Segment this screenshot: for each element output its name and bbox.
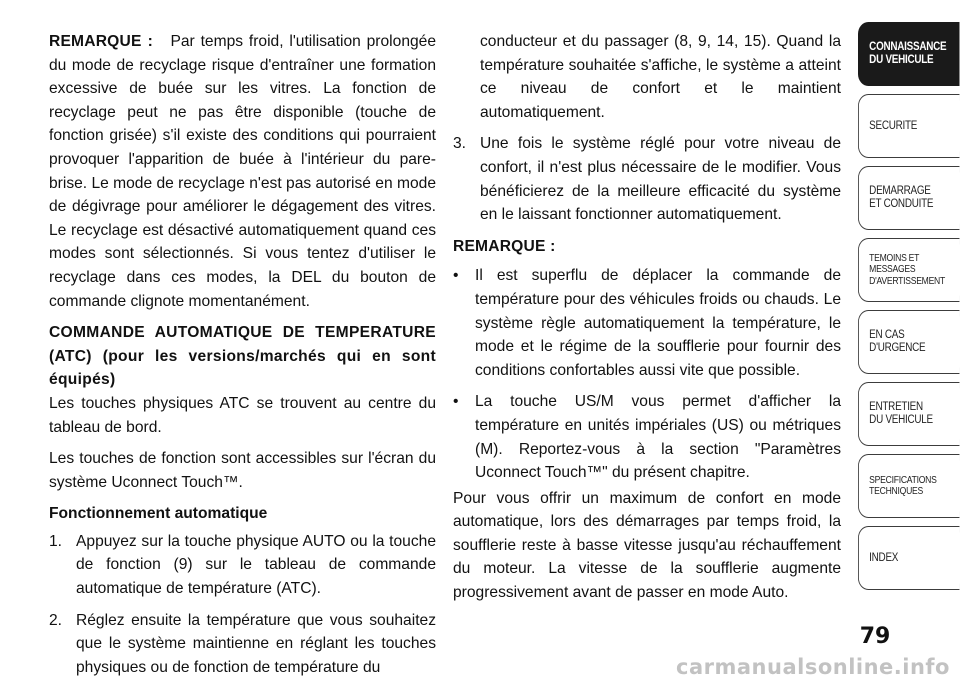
note-text: Par temps froid, l'utilisation prolongée du mode de recyclage risque d'entraîner une formation excessive de buée sur les vitres. La fonction de recyclage peut ne pas être disponible (touche de fonction grisée) s'il existe des conditions qui pourraient provoquer l'apparition de buée à l'intérieur du pare-brise. Le mode de recyclage n'est pas autorisé en mode de dégivrage pour améliorer le dégagement des vitres. Le recyclage est désactivé automatiquement quand ces modes sont sélectionnés. Si vous tentez d'utiliser le recyclage dans ces modes, la DEL du bouton de commande clignote momentanément. bbox=[49, 33, 437, 310]
tab-specifications-techniques[interactable] bbox=[858, 454, 960, 518]
tab-temoins-et-messages[interactable] bbox=[858, 238, 960, 302]
tab-label: CONNAISSANCE DU VEHICULE bbox=[869, 41, 947, 66]
tab-label: SPECIFICATIONS TECHNIQUES bbox=[869, 474, 937, 497]
bullet-2-symbol: • bbox=[453, 393, 459, 411]
bullet-1 bbox=[453, 264, 841, 382]
tab-label: SECURITE bbox=[869, 119, 918, 132]
watermark: carmanualsonline.info bbox=[676, 655, 950, 679]
bullet-2-text: La touche US/M vous permet d'afficher la température en unités impériales (US) ou métriques (M). Reportez-vous à la section "Paramètres Uconnect Touch™" du présent chapitre. bbox=[475, 393, 841, 482]
tab-securite[interactable] bbox=[858, 94, 960, 158]
note-label: REMARQUE : bbox=[49, 33, 153, 50]
tab-label: INDEX bbox=[869, 551, 899, 564]
step-1-text: Appuyez sur la touche physique AUTO ou la touche de fonction (9) sur le tableau de commande automatique de température (ATC). bbox=[76, 532, 436, 598]
closing-paragraph: Pour vous offrir un maximum de confort en mode automatique, lors des démarrages par temps froid, la soufflerie reste à basse vitesse jusqu'au réchauffement du moteur. La vitesse de la soufflerie augmente progressivement avant de passer en mode Auto. bbox=[453, 489, 841, 602]
step-3-text: Une fois le système réglé pour votre niveau de confort, il n'est plus nécessaire de le modifier. Vous bénéficierez de la meilleure efficacité du système en le laissant fonctionner automatiquement. bbox=[480, 135, 841, 224]
step-2-number: 2. bbox=[49, 611, 63, 629]
tab-label: DEMARRAGE ET CONDUITE bbox=[869, 185, 934, 210]
step-1 bbox=[49, 530, 436, 601]
tab-connaissance-du-vehicule[interactable] bbox=[858, 22, 960, 86]
left-column bbox=[49, 30, 436, 687]
bullet-1-text: Il est superflu de déplacer la commande de température pour des véhicules froids ou chauds. Le système règle automatiquement la température, le mode et le régime de la soufflerie pour fournir des conditions confortables aussi vite que possible. bbox=[475, 267, 841, 379]
tab-demarrage-et-conduite[interactable] bbox=[858, 166, 960, 230]
tab-label: TEMOINS ET MESSAGES D'AVERTISSEMENT bbox=[869, 252, 946, 287]
tab-label: EN CAS D'URGENCE bbox=[869, 329, 926, 354]
step-2-continuation: conducteur et du passager (8, 9, 14, 15). Quand la température souhaitée s'affiche, le système a atteint ce niveau de confort et le maintient automatiquement. bbox=[480, 33, 841, 121]
right-column bbox=[453, 30, 841, 613]
atc-paragraph-2: Les touches de fonction sont accessibles sur l'écran du système Uconnect Touch™. bbox=[49, 450, 436, 491]
tab-index[interactable] bbox=[858, 526, 960, 590]
step-1-number: 1. bbox=[49, 532, 63, 550]
tab-label: ENTRETIEN DU VEHICULE bbox=[869, 401, 933, 426]
step-2-text: Réglez ensuite la température que vous souhaitez que le système maintienne en réglant les touches physiques ou de fonction de température du bbox=[76, 611, 436, 676]
page-number: 79 bbox=[859, 624, 891, 649]
chapter-tabs bbox=[858, 22, 960, 598]
bullet-1-symbol: • bbox=[453, 267, 459, 285]
auto-heading: Fonctionnement automatique bbox=[49, 505, 268, 523]
note-paragraph bbox=[49, 30, 436, 313]
bullet-2 bbox=[453, 390, 841, 484]
step-2 bbox=[49, 609, 436, 680]
atc-paragraph-1: Les touches physiques ATC se trouvent au centre du tableau de bord. bbox=[49, 394, 436, 436]
step-3 bbox=[453, 132, 841, 226]
step-3-number: 3. bbox=[453, 135, 467, 153]
tab-en-cas-d-urgence[interactable] bbox=[858, 310, 960, 374]
tab-entretien-du-vehicule[interactable] bbox=[858, 382, 960, 446]
atc-heading: COMMANDE AUTOMATIQUE DE TEMPERATURE (ATC) (pour les versions/marchés qui en sont équipés) bbox=[49, 324, 436, 389]
note-label-right: REMARQUE : bbox=[453, 237, 556, 255]
